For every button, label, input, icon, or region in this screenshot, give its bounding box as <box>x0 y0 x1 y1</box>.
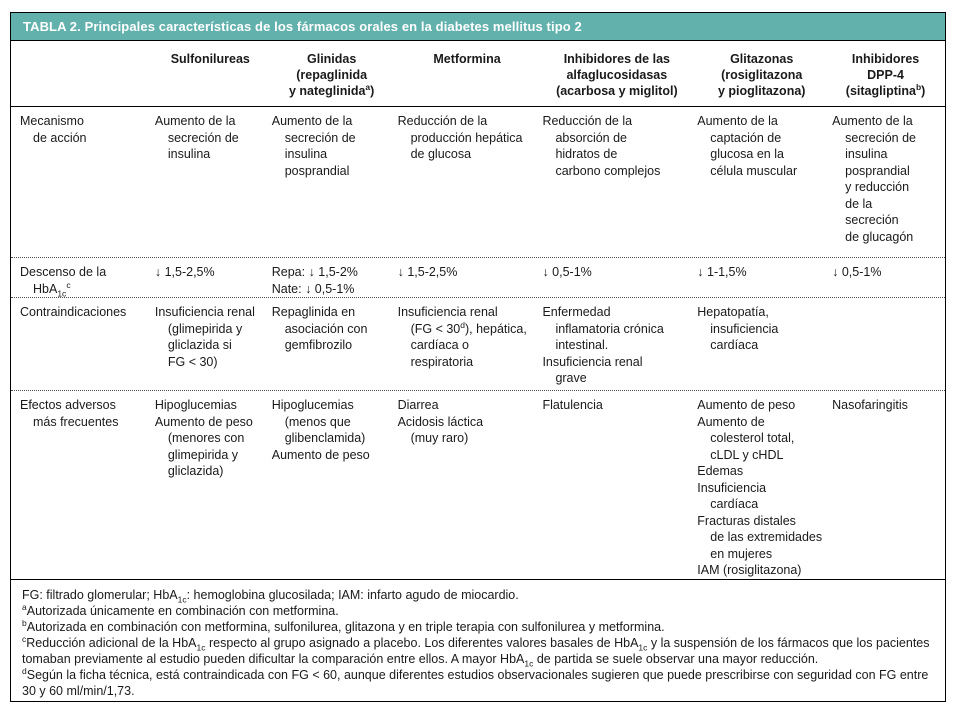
cell-item: Nasofaringitis <box>832 398 908 412</box>
table-cell <box>542 304 697 387</box>
cell-item: Edemas <box>697 464 744 478</box>
table-cell <box>155 264 272 281</box>
cell-item: ↓ 1-1,5% <box>697 265 747 279</box>
table-row <box>11 390 945 579</box>
table-title-bar <box>11 13 945 41</box>
column-header: Inhibidores DPP-4 (sitagliptina$^b$) <box>845 52 926 98</box>
footnote: FG: filtrado glomerular; HbA$_{1c}$: hemoglobina glucosilada; IAM: infarto agudo de miocardio. <box>22 587 519 604</box>
table-row <box>11 257 945 297</box>
table-cell <box>697 113 832 179</box>
table-cell <box>542 397 697 414</box>
column-header: Glitazonas (rosiglitazona y pioglitazona) <box>717 52 806 98</box>
cell-item: Repa: ↓ 1,5-2% <box>271 265 358 279</box>
cell-item: Aumento de colesterol total, cLDL y cHDL <box>697 414 795 462</box>
table-cell <box>697 304 832 354</box>
column-header: Metformina <box>433 52 501 66</box>
table-cell <box>832 113 945 245</box>
cell-item: ↓ 0,5-1% <box>542 265 592 279</box>
cell-item: Insuficiencia renal (glimepirida y gliclazida si FG < 30) <box>154 305 255 369</box>
footnote: $^d$Según la ficha técnica, está contraindicada con FG < 60, aunque diferentes estudios observacionales sugieren que puede prescribirse con seguridad con FG entre 30 y 60 ml/min/1,73. <box>22 665 929 698</box>
cell-item: Reducción de la producción hepática de glucosa <box>397 114 523 161</box>
cell-item: Insuficiencia renal grave <box>542 354 643 385</box>
cell-item: Diarrea <box>397 398 439 412</box>
cell-item: Aumento de peso <box>697 398 796 412</box>
table-cell <box>272 397 398 463</box>
cell-item: Enfermedad inflamatoria crónica intestinal. <box>542 305 664 352</box>
table-cell <box>542 113 697 179</box>
table-cell <box>398 304 543 370</box>
cell-item: ↓ 0,5-1% <box>832 265 882 279</box>
cell-item: Aumento de peso <box>271 447 370 462</box>
footnote: $^c$Reducción adicional de la HbA$_{1c}$ respecto al grupo asignado a placebo. Los diferentes valores basales de HbA$_{1c}$ y la suspensión de los fármacos que los pacientes tomaban previamente al estudio pueden dificultar la comparación entre ellos. A mayor HbA$_{1c}$ de partida se suele observar una mayor reducción. <box>22 633 930 668</box>
cell-item: Acidosis láctica (muy raro) <box>397 414 484 445</box>
cell-item: Aumento de la secreción de insulina posprandial <box>271 114 356 178</box>
cell-item: Insuficiencia renal $(FG < 30^d)$, hepática, cardíaca o respiratoria <box>397 305 527 369</box>
table-cell <box>832 397 945 414</box>
table-cell <box>272 113 398 179</box>
cell-item: Aumento de peso (menores con glimepirida y gliclazida) <box>154 414 253 478</box>
column-header: Sulfonilureas <box>170 52 250 66</box>
cell-item: ↓ 1,5-2,5% <box>154 265 215 279</box>
table-frame <box>10 12 946 702</box>
row-label: Descenso de la HbA$_{1c}^c$ <box>20 265 107 298</box>
table-cell <box>272 304 398 354</box>
cell-item: Hipoglucemias (menos que glibenclamida) <box>271 398 366 445</box>
table-cell <box>398 113 543 163</box>
table-cell <box>697 397 832 579</box>
row-label: Contraindicaciones <box>20 305 127 319</box>
row-label: Efectos adversos más frecuentes <box>20 398 119 429</box>
cell-item: ↓ 1,5-2,5% <box>397 265 458 279</box>
cell-item: Aumento de la secreción de insulina <box>154 114 239 161</box>
cell-item: Nate: ↓ 0,5-1% <box>271 281 355 296</box>
table-cell <box>832 264 945 281</box>
table-cell <box>542 264 697 281</box>
cell-item: Insuficiencia cardíaca <box>697 480 767 511</box>
footnotes <box>11 579 945 705</box>
cell-item: Repaglinida en asociación con gemfibrozilo <box>271 305 368 352</box>
footnote: $^a$Autorizada únicamente en combinación con metformina. <box>22 601 339 618</box>
table-row <box>11 107 945 257</box>
table-cell <box>398 397 543 447</box>
column-header: Glinidas (repaglinida y nateglinida$^a$) <box>289 52 375 98</box>
cell-item: Hipoglucemias <box>154 398 237 412</box>
footnote: $^b$Autorizada en combinación con metformina, sulfonilurea, glitazona y en triple terapia con sulfonilurea y metformina. <box>22 617 665 634</box>
table-cell <box>398 264 543 281</box>
cell-item: Flatulencia <box>542 398 603 412</box>
table-title: TABLA 2. Principales características de los fármacos orales en la diabetes mellitus tipo 2 <box>23 19 582 34</box>
cell-item: Fracturas distales de las extremidades en mujeres <box>697 513 823 561</box>
table-body <box>11 107 945 579</box>
table-cell <box>155 304 272 370</box>
cell-item: Hepatopatía, insuficiencia cardíaca <box>697 305 779 352</box>
cell-item: Reducción de la absorción de hidratos de carbono complejos <box>542 114 661 178</box>
table-cell <box>697 264 832 281</box>
column-header-row <box>11 41 945 107</box>
table-cell <box>272 264 398 297</box>
cell-item: IAM (rosiglitazona) <box>697 563 802 577</box>
cell-item: Aumento de la captación de glucosa en la célula muscular <box>697 114 798 178</box>
column-header: Inhibidores de las alfaglucosidasas (acarbosa y miglitol) <box>556 52 678 98</box>
row-label: Mecanismo de acción <box>20 114 87 145</box>
table-row <box>11 297 945 390</box>
table-cell <box>155 113 272 163</box>
table-cell <box>155 397 272 480</box>
cell-item: Aumento de la secreción de insulina posprandial y reducción de la secreción de glucagón <box>832 114 916 244</box>
